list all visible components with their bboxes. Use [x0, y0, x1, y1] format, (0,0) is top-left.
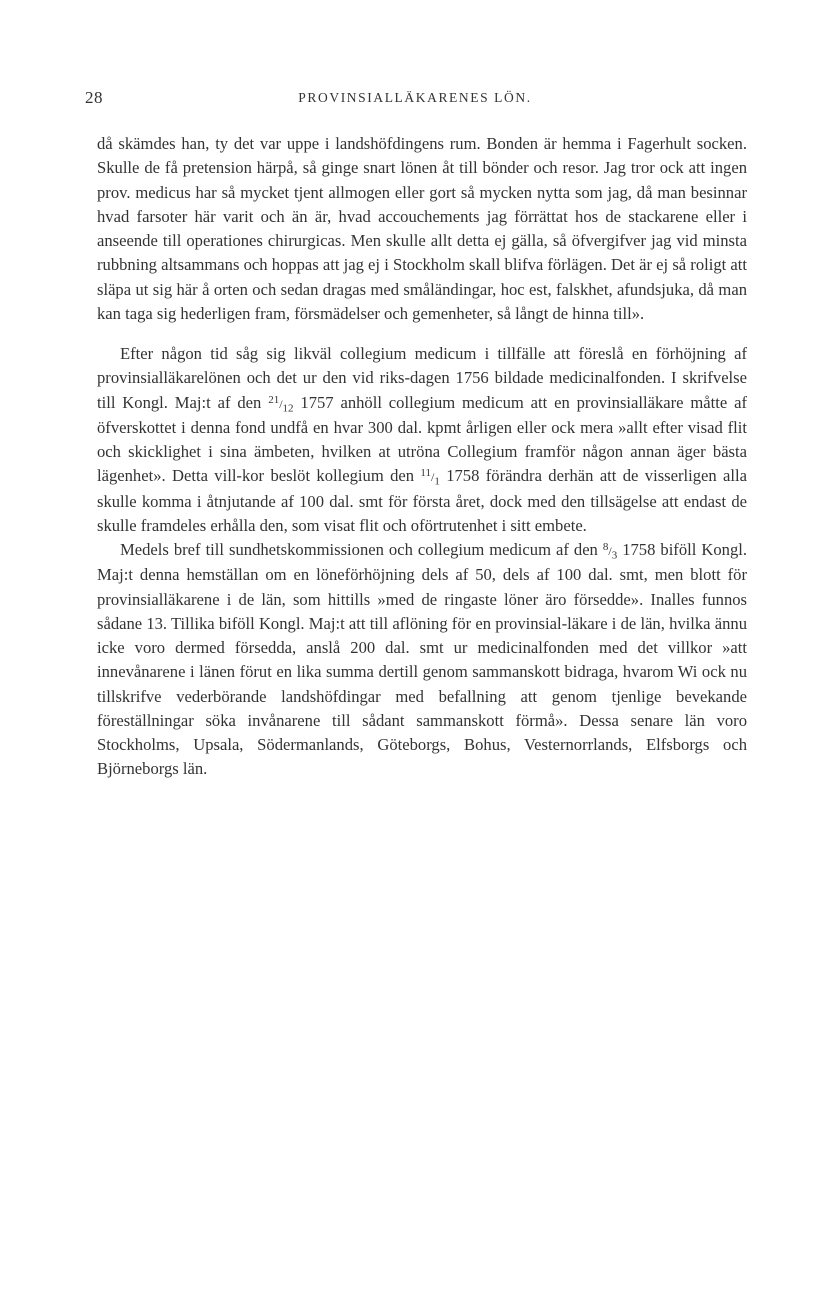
paragraph-gap	[97, 326, 747, 342]
date-fraction-2-denominator: 1	[434, 475, 440, 488]
date-fraction-1-denominator: 12	[282, 401, 294, 414]
date-fraction-3-numerator: 8	[602, 541, 609, 553]
paragraph-2	[97, 342, 747, 538]
paragraph-2-part-2: 1757 anhöll collegium medicum att en provinsialläkare måtte af öfverskottet i denna fond undfå en hvar 300 dal. kpmt årligen eller ock mera »allt efter visad flit och skicklighet i sina ämbeten, hvilken at utröna Collegium framför någon annan äger bästa lägenhet». Detta vill-kor beslöt kollegium den	[97, 392, 747, 486]
paragraph-1	[97, 132, 747, 326]
date-fraction-3: $^8/_3$	[602, 541, 618, 562]
date-fraction-1: $^{21}/_{12}$	[268, 393, 294, 414]
paragraph-2-part-1: Efter någon tid såg sig likväl collegium medicum i tillfälle att föreslå en förhöjning af provinsialläkarelönen och det ur den vid riks-dagen 1756 bildade medicinalfonden. I skrifvelse till Kongl. Maj:t af den	[97, 344, 747, 412]
date-fraction-2: $^{11}/_1$	[420, 467, 440, 488]
date-fraction-1-numerator: 21	[268, 393, 280, 406]
running-title: PROVINSIALLÄKARENES LÖN.	[298, 90, 532, 105]
body-text	[97, 132, 747, 782]
paragraph-3-part-1: Medels bref till sundhetskommissionen och collegium medicum af den	[120, 540, 603, 559]
date-fraction-3-denominator: 3	[611, 549, 618, 562]
page-number: 28	[85, 88, 103, 107]
date-fraction-2-numerator: 11	[420, 467, 431, 480]
paragraph-3	[97, 538, 747, 782]
paragraph-2-part-3: 1758 förändra derhän att de visserligen alla skulle komma i åtnjutande af 100 dal. smt för första året, dock med den tillsägelse att endast de skulle framdeles erhålla den, som visat flit och oförtrutenhet i sitt embete.	[97, 466, 747, 535]
paragraph-1-text: då skämdes han, ty det var uppe i landshöfdingens rum. Bonden är hemma i Fagerhult socken. Skulle de få pretension härpå, så ginge snart lönen åt till bönder och resor. Jag tror ock att ingen prov. medicus har så mycket tjent allmogen eller gort så mycken nytta som jag, då man besinnar hvad farsoter här varit och än är, hvad accouchements jag förrättat hos de stackarene eller i anseende till operationes chirurgicas. Men skulle allt detta ej gälla, så öfvergifver jag vid minsta rubbning altsammans och hoppas att jag ej i Stockholm skall blifva förlägen. Det är ej så roligt att släpa ut sig här å orten och sedan dragas med småländingar, hoc est, falskhet, afundsjuka, då man kan taga sig hederligen fram, försmädelser och gemenheter, så långt de hinna till».	[97, 134, 747, 323]
page-header	[0, 88, 830, 114]
paragraph-3-part-2: 1758 biföll Kongl. Maj:t denna hemställan om en löneförhöjning dels af 50, dels af 100 dal. smt, men blott för provinsialläkarene i de län, som hittills »med de ringaste löner äro försedde». Inalles funnos sådane 13. Tillika biföll Kongl. Maj:t att till aflöning för en provinsial-läkare i de län, hvilka ännu icke voro dermed försedda, anslå 200 dal. smt ur medicinalfonden med det villkor »att innevånarene i länen förut en lika summa dertill genom sammanskott bidraga, hvarom Wi ock nu tillskrifve vederbörande landshöfdingar med befallning att genom tjenlige bevekande föreställningar söka invånarene till sådant sammanskott förmå». Dessa senare län voro Stockholms, Upsala, Södermanlands, Göteborgs, Bohus, Vesternorrlands, Elfsborgs och Björneborgs län.	[97, 540, 747, 779]
